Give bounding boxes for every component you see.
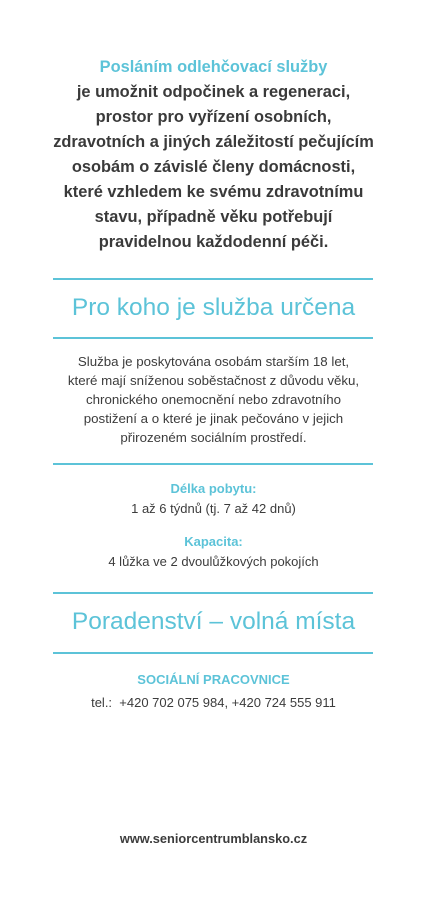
divider-line	[53, 463, 373, 465]
mission-line: je umožnit odpočinek a regeneraci,	[76, 83, 351, 101]
phone-numbers: tel.: +420 702 075 984, +420 724 555 911	[91, 695, 336, 710]
divider-line	[53, 337, 373, 339]
mission-statement	[20, 55, 407, 255]
mission-line: zdravotních a jiných záležitostí pečujícím	[53, 133, 374, 151]
description-line: Služba je poskytována osobám starším 18 let,	[77, 354, 350, 369]
description-line: přirozeném sociálním prostředí.	[120, 430, 307, 445]
divider-line	[53, 278, 373, 280]
section-heading-target-group: Pro koho je služba určena	[71, 294, 356, 321]
divider-line	[53, 652, 373, 654]
mission-line: pravidelnou každodenní péči.	[98, 233, 329, 251]
description-line: postižení a o které je jinak pečováno v jejich	[83, 411, 344, 426]
social-worker-label: SOCIÁLNÍ PRACOVNICE	[137, 672, 290, 687]
section-heading-counseling: Poradenství – volná místa	[71, 608, 356, 635]
divider-line	[53, 592, 373, 594]
mission-line: prostor pro vyřízení osobních,	[95, 108, 332, 126]
mission-line: stavu, případně věku potřebují	[94, 208, 333, 226]
description-line: které mají sníženou soběstačnost z důvodu věku,	[67, 373, 360, 388]
capacity-value: 4 lůžka ve 2 dvoulůžkových pokojích	[108, 554, 319, 569]
website-url[interactable]: www.seniorcentrumblansko.cz	[119, 831, 308, 846]
stay-length-value: 1 až 6 týdnů (tj. 7 až 42 dnů)	[131, 501, 296, 516]
description-line: chronického onemocnění nebo zdravotního	[85, 392, 342, 407]
stay-length-label: Délka pobytu:	[170, 481, 257, 496]
capacity-label: Kapacita:	[184, 534, 243, 549]
mission-line: osobám o závislé členy domácnosti,	[71, 158, 356, 176]
mission-line: které vzhledem ke svému zdravotnímu	[63, 183, 364, 201]
target-group-description	[40, 352, 387, 447]
mission-accent-line: Posláním odlehčovací služby	[99, 58, 328, 76]
